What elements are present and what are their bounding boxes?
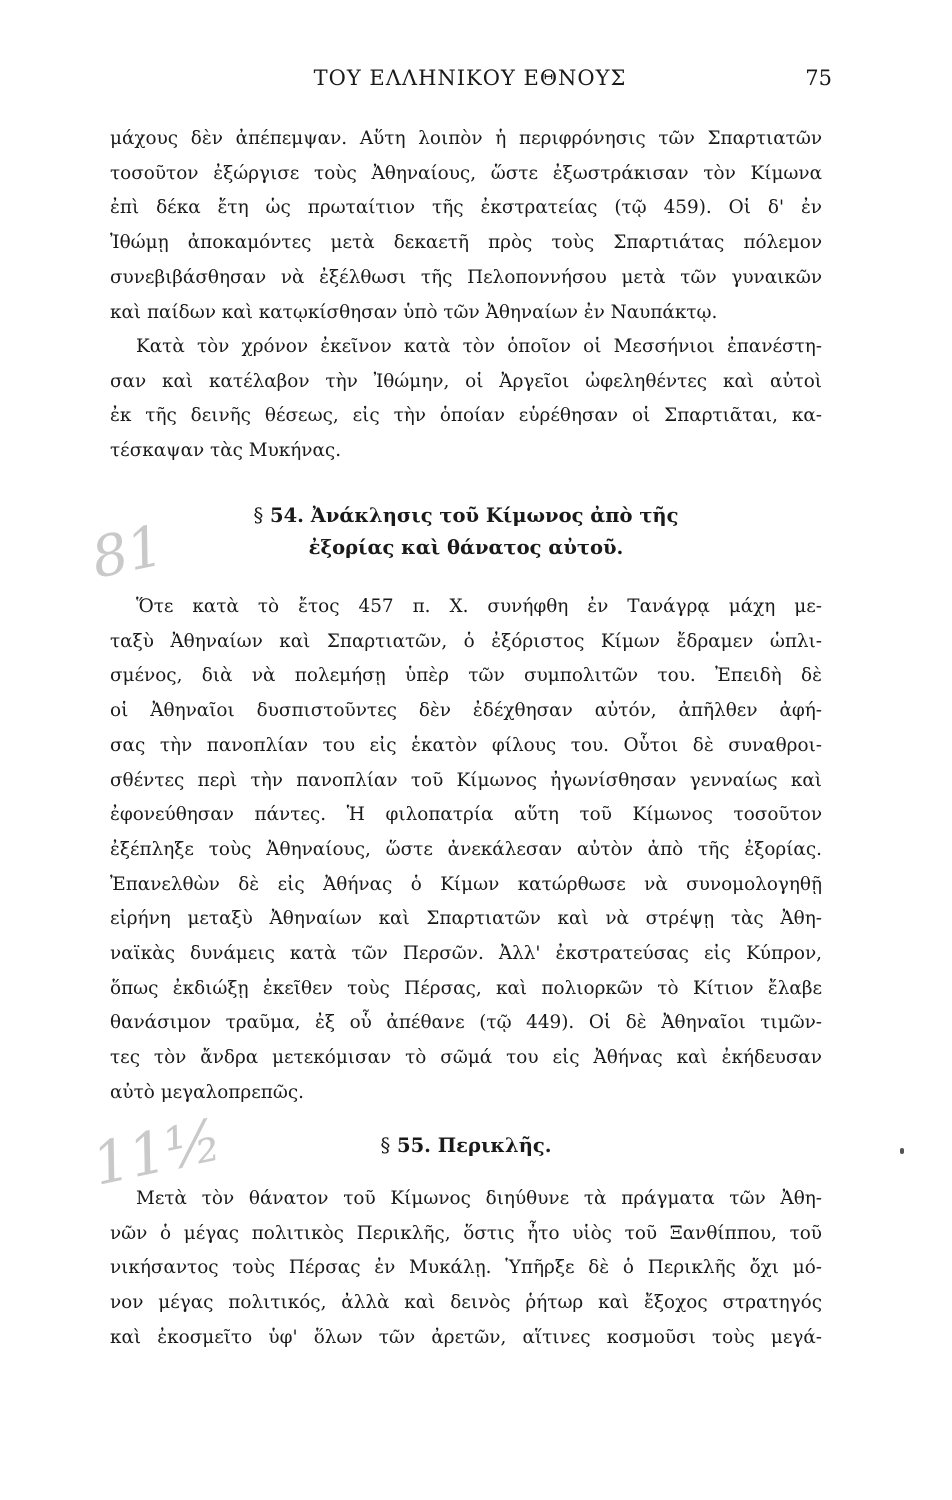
text-line: συνεβιβάσθησαν νὰ ἐξέλθωσι τῆς Πελοποννήσου μετὰ τῶν γυναικῶν [110, 266, 822, 288]
paragraph-3 [110, 590, 822, 1111]
text-line: σαν καὶ κατέλαβον τὴν Ἰθώμην, οἱ Ἀργεῖοι ὠφεληθέντες καὶ αὐτοὶ [110, 370, 822, 392]
pencil-margin-note: 11½ [86, 1105, 228, 1199]
text-line: τέσκαψαν τὰς Μυκήνας. [110, 440, 342, 462]
paper-speck [900, 1148, 904, 1154]
text-line: οἱ Ἀθηναῖοι δυσπιστοῦντες δὲν ἐδέχθησαν αὐτόν, ἀπῆλθεν ἀφή- [110, 700, 822, 722]
pencil-margin-note: 81 [86, 513, 170, 592]
text-line: σας τὴν πανοπλίαν του εἰς ἑκατὸν φίλους του. Οὗτοι δὲ συναθροι- [110, 734, 822, 756]
text-line: Ἐπανελθὼν δὲ εἰς Ἀθήνας ὁ Κίμων κατώρθωσε νὰ συνομολογηθῇ [110, 873, 822, 895]
text-line: καὶ παίδων καὶ κατῳκίσθησαν ὑπὸ τῶν Ἀθηναίων ἐν Ναυπάκτῳ. [110, 301, 718, 323]
paragraph-1 [110, 122, 822, 330]
text-line: τες τὸν ἄνδρα μετεκόμισαν τὸ σῶμά του εἰς Ἀθήνας καὶ ἐκήδευσαν [110, 1047, 822, 1069]
text-line: Μετὰ τὸν θάνατον τοῦ Κίμωνος διηύθυνε τὰ πράγματα τῶν Ἀθη- [136, 1188, 822, 1209]
text-line: μάχους δὲν ἀπέπεμψαν. Αὕτη λοιπὸν ἡ περιφρόνησις τῶν Σπαρτιατῶν [110, 128, 822, 149]
text-line: Κατὰ τὸν χρόνον ἐκεῖνον κατὰ τὸν ὁποῖον οἱ Μεσσήνιοι ἐπανέστη- [136, 336, 822, 357]
section-title: Περικλῆς. [437, 1134, 552, 1157]
section-symbol: § [253, 504, 264, 527]
text-line: ἐξέπληξε τοὺς Ἀθηναίους, ὥστε ἀνεκάλεσαν αὐτὸν ἀπὸ τῆς ἐξορίας. [110, 838, 822, 860]
section-number: 55. [397, 1134, 431, 1157]
text-line: Ἰθώμῃ ἀποκαμόντες μετὰ δεκαετῆ πρὸς τοὺς Σπαρτιάτας πόλεμον [110, 232, 822, 254]
section-symbol: § [380, 1134, 391, 1157]
text-line: αὐτὸ μεγαλοπρεπῶς. [110, 1081, 304, 1103]
text-line: ταξὺ Ἀθηναίων καὶ Σπαρτιατῶν, ὁ ἐξόριστος Κίμων ἔδραμεν ὡπλι- [110, 630, 822, 652]
text-line: θανάσιμον τραῦμα, ἐξ οὗ ἀπέθανε (τῷ 449). Οἱ δὲ Ἀθηναῖοι τιμῶν- [110, 1012, 822, 1034]
section-54-heading [110, 500, 822, 564]
section-54-title-line-2: ἐξορίας καὶ θάνατος αὐτοῦ. [308, 536, 624, 559]
text-line: σμένος, διὰ νὰ πολεμήσῃ ὑπὲρ τῶν συμπολιτῶν του. Ἐπειδὴ δὲ [110, 665, 822, 687]
text-line: εἰρήνη μεταξὺ Ἀθηναίων καὶ Σπαρτιατῶν καὶ νὰ στρέψῃ τὰς Ἀθη- [110, 908, 822, 930]
page-number: 75 [805, 66, 832, 90]
paragraph-2 [110, 330, 822, 469]
text-line: ἐφονεύθησαν πάντες. Ἡ φιλοπατρία αὕτη τοῦ Κίμωνος τοσοῦτον [110, 804, 822, 826]
text-line: ναϊκὰς δυνάμεις κατὰ τῶν Περσῶν. Ἀλλ' ἐκστρατεύσας εἰς Κύπρον, [110, 943, 822, 965]
text-line: ἐκ τῆς δεινῆς θέσεως, εἰς τὴν ὁποίαν εὑρέθησαν οἱ Σπαρτιᾶται, κα- [110, 405, 822, 427]
section-title: Ἀνάκλησις τοῦ Κίμωνος ἀπὸ τῆς [310, 504, 679, 527]
text-line: Ὅτε κατὰ τὸ ἔτος 457 π. Χ. συνήφθη ἐν Τανάγρᾳ μάχη με- [136, 596, 822, 617]
text-line: σθέντες περὶ τὴν πανοπλίαν τοῦ Κίμωνος ἠγωνίσθησαν γενναίως καὶ [110, 769, 822, 791]
text-line: νικήσαντος τοὺς Πέρσας ἐν Μυκάλῃ. Ὑπῆρξε δὲ ὁ Περικλῆς ὄχι μό- [110, 1257, 822, 1279]
text-line: νῶν ὁ μέγας πολιτικὸς Περικλῆς, ὅστις ἦτο υἱὸς τοῦ Ξανθίππου, τοῦ [110, 1222, 822, 1244]
text-line: τοσοῦτον ἐξώργισε τοὺς Ἀθηναίους, ὥστε ἐξωστράκισαν τὸν Κίμωνα [110, 162, 822, 184]
running-title: ΤΟΥ ΕΛΛΗΝΙΚΟΥ ΕΘΝΟΥΣ [313, 66, 627, 90]
section-54-title-line-1 [110, 500, 822, 532]
text-line: καὶ ἐκοσμεῖτο ὑφ' ὅλων τῶν ἀρετῶν, αἵτινες κοσμοῦσι τοὺς μεγά- [110, 1326, 822, 1348]
text-line: ἐπὶ δέκα ἔτη ὡς πρωταίτιον τῆς ἐκστρατείας (τῷ 459). Οἱ δ' ἐν [110, 197, 822, 219]
text-line: ὅπως ἐκδιώξῃ ἐκεῖθεν τοὺς Πέρσας, καὶ πολιορκῶν τὸ Κίτιον ἔλαβε [110, 977, 822, 999]
section-number: 54. [270, 504, 304, 527]
page-header [110, 66, 832, 100]
paragraph-4 [110, 1182, 822, 1356]
text-line: νον μέγας πολιτικός, ἀλλὰ καὶ δεινὸς ῥήτωρ καὶ ἔξοχος στρατηγός [110, 1292, 822, 1314]
